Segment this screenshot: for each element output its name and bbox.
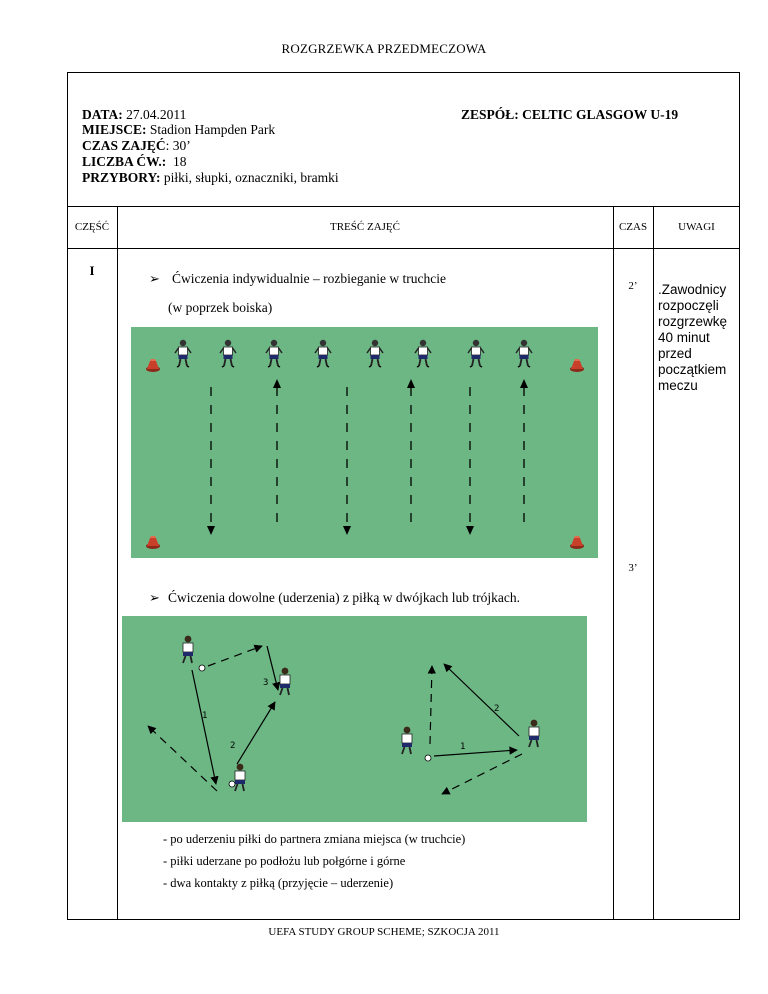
- exercise2-title: Ćwiczenia dowolne (uderzenia) z piłką w dwójkach lub trójkach.: [168, 590, 520, 605]
- pass-number-label: 2: [230, 741, 236, 751]
- diagram-passing: [122, 616, 587, 822]
- instructions-list: [163, 828, 465, 894]
- header-notes: UWAGI: [678, 221, 715, 233]
- pass-number-label: 1: [460, 742, 466, 752]
- info-equipment: PRZYBORY: piłki, słupki, oznaczniki, bramki: [82, 170, 339, 185]
- bullet-arrow: ➢: [149, 271, 160, 286]
- pass-number-label: 2: [494, 704, 500, 714]
- notes-text: .Zawodnicy rozpoczęli rozgrzewkę 40 minut przed początkiem meczu: [658, 282, 728, 393]
- info-count: LICZBA ĆW.: 18: [82, 154, 187, 169]
- instruction-item: - piłki uderzane po podłożu lub połgórne i górne: [163, 854, 406, 868]
- bullet-arrow: ➢: [149, 590, 160, 605]
- column-divider-part: [117, 206, 118, 920]
- exercise1-subtitle: (w poprzek boiska): [168, 300, 273, 315]
- document-title: ROZGRZEWKA PRZEDMECZOWA: [281, 41, 487, 56]
- info-date: DATA: 27.04.2011: [82, 107, 187, 122]
- column-header-divider: [67, 248, 740, 249]
- exercise1-time: 2’: [628, 280, 638, 292]
- pass-number-label: 3: [263, 678, 269, 688]
- ball-icon: [199, 665, 205, 671]
- document-footer: UEFA STUDY GROUP SCHEME; SZKOCJA 2011: [268, 926, 500, 938]
- info-time: CZAS ZAJĘĆ: 30’: [82, 138, 191, 153]
- info-place: MIEJSCE: Stadion Hampden Park: [82, 122, 276, 137]
- ball-icon: [229, 781, 235, 787]
- ball-icon: [425, 755, 431, 761]
- header-time: CZAS: [618, 221, 648, 233]
- exercise1-title: Ćwiczenia indywidualnie – rozbieganie w truchcie: [172, 271, 447, 286]
- info-team: ZESPÓŁ: CELTIC GLASGOW U-19: [461, 107, 679, 122]
- instruction-item: - dwa kontakty z piłką (przyjęcie – uderzenie): [163, 876, 394, 890]
- header-divider: [67, 206, 740, 207]
- pass-number-label: 1: [202, 711, 208, 721]
- exercise2-time: 3’: [628, 562, 638, 574]
- header-content: TREŚĆ ZAJĘĆ: [330, 221, 400, 233]
- header-part: CZĘŚĆ: [74, 221, 110, 233]
- part-number: I: [89, 263, 95, 278]
- instruction-item: - po uderzeniu piłki do partnera zmiana miejsca (w truchcie): [163, 832, 466, 846]
- column-divider-time: [653, 206, 654, 920]
- diagram-jogging: [131, 327, 598, 558]
